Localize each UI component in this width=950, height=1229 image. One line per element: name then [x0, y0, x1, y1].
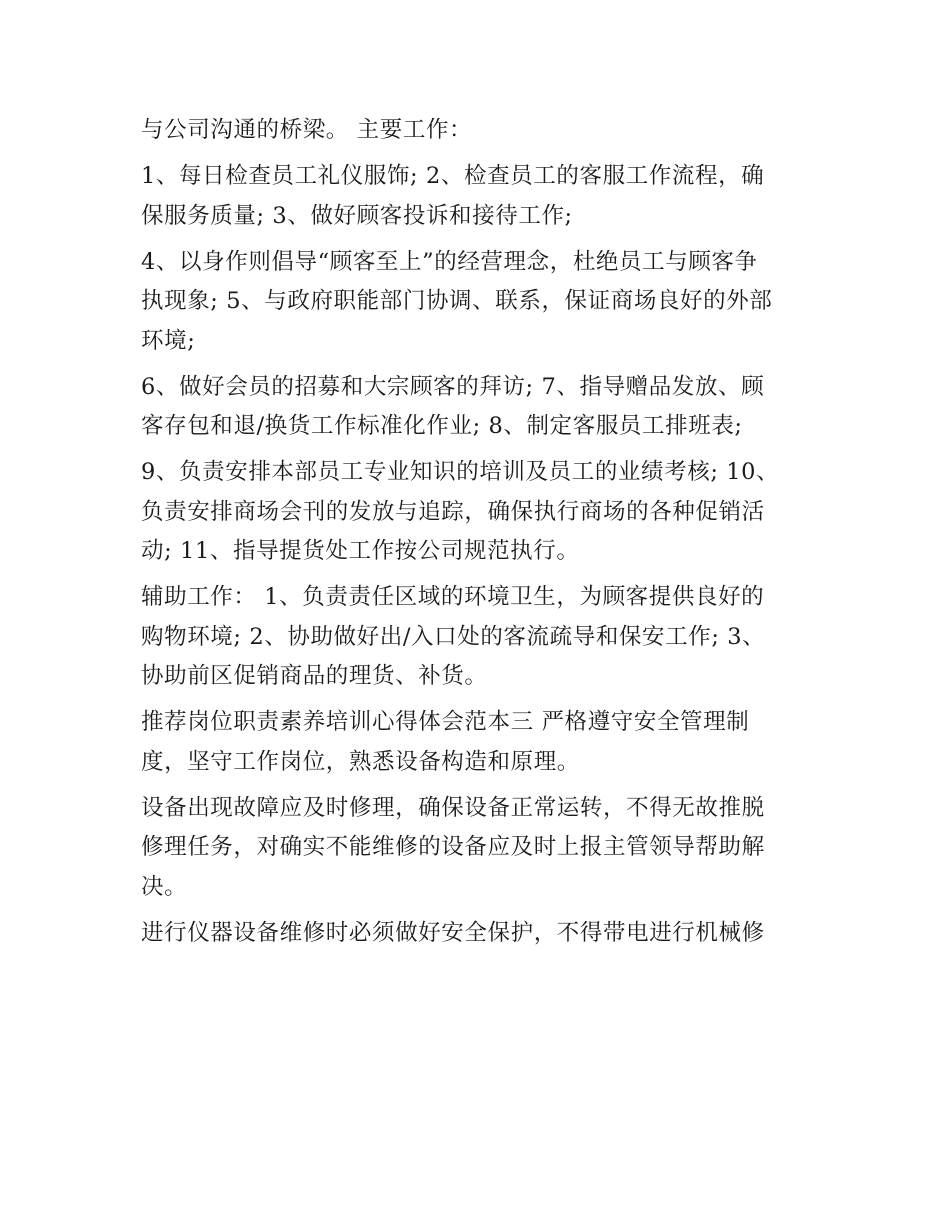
paragraph-safety-protection: 进行仪器设备维修时必须做好安全保护，不得带电进行机械修	[141, 919, 765, 946]
paragraph-equipment-repair: 设备出现故障应及时修理，确保设备正常运转，不得无故推脱 修理任务，对确实不能维修的设备应及时上报主管领导帮助解 决。	[141, 794, 765, 900]
paragraph-duty-4-5: 4、以身作则倡导“顾客至上”的经营理念，杜绝员工与顾客争 执现象; 5、与政府职能部门协调、联系，保证商场良好的外部 环境;	[141, 248, 773, 354]
paragraph-duty-1-3: 1、每日检查员工礼仪服饰; 2、检查员工的客服工作流程，确 保服务质量; 3、做好顾客投诉和接待工作;	[141, 163, 765, 229]
paragraph-intro: 与公司沟通的桥梁。 主要工作：	[141, 117, 473, 143]
paragraph-duty-6-8: 6、做好会员的招募和大宗顾客的拜访; 7、指导赠品发放、顾 客存包和退/换货工作标准化作业; 8、制定客服员工排班表;	[141, 373, 765, 439]
document-body	[141, 111, 816, 960]
paragraph-sample-three: 推荐岗位职责素养培训心得体会范本三 严格遵守安全管理制 度，坚守工作岗位，熟悉设备构造和原理。	[141, 709, 750, 775]
paragraph-auxiliary-work: 辅助工作： 1、负责责任区域的环境卫生，为顾客提供良好的 购物环境; 2、协助做好出/入口处的客流疏导和保安工作; 3、 协助前区促销商品的理货、补货。	[141, 584, 766, 689]
paragraph-duty-9-11: 9、负责安排本部员工专业知识的培训及员工的业绩考核; 10、 负责安排商场会刊的发放与追踪，确保执行商场的各种促销活 动; 11、指导提货处工作按公司规范执行。	[141, 459, 780, 564]
